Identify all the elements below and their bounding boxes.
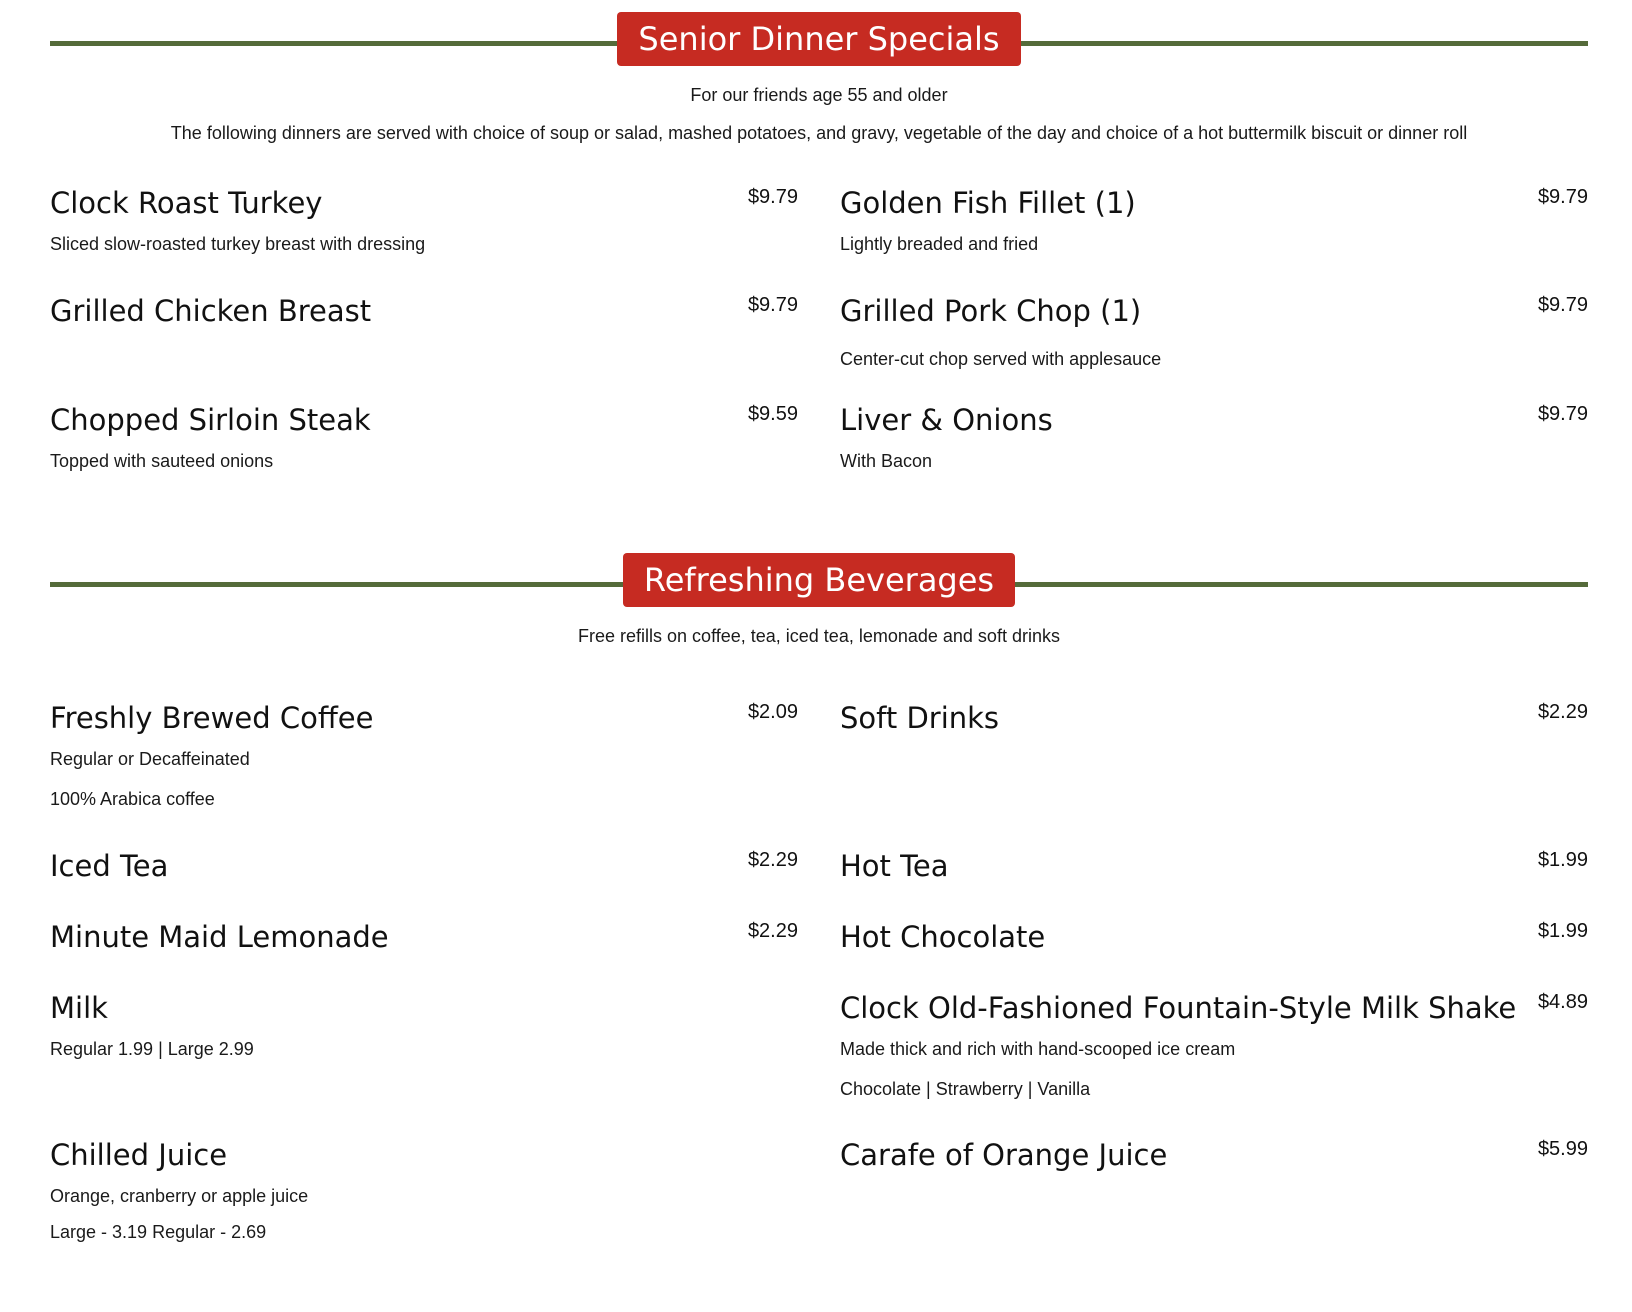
menu-item: [50, 914, 798, 960]
menu-item-name: Chilled Juice: [50, 1138, 228, 1172]
menu-item-price: $1.99: [1537, 920, 1588, 942]
menu-item-description: Large - 3.19 Regular - 2.69: [50, 1222, 267, 1242]
menu-item-price: $9.59: [747, 403, 798, 425]
menu-item: [50, 843, 798, 889]
menu-item: [840, 914, 1588, 960]
menu-item-name: Hot Chocolate: [840, 920, 1046, 954]
dinner-section: [50, 12, 1588, 471]
menu-item-price: $4.89: [1537, 991, 1588, 1013]
menu-item-name: Grilled Pork Chop (1): [840, 294, 1142, 328]
dinner-section-title: Senior Dinner Specials: [617, 12, 1020, 66]
menu-item-name: Freshly Brewed Coffee: [50, 701, 374, 735]
menu-item-name: Grilled Chicken Breast: [50, 294, 372, 328]
menu-item: [50, 397, 798, 473]
menu-item-name: Carafe of Orange Juice: [840, 1138, 1168, 1172]
menu-item-price: $9.79: [1537, 294, 1588, 316]
menu-item-price: $9.79: [747, 186, 798, 208]
menu-item-price: $1.99: [1537, 849, 1588, 871]
menu-item-description: Lightly breaded and fried: [840, 234, 1039, 254]
menu-item-price: $5.99: [1537, 1138, 1588, 1160]
menu-item-description: Topped with sauteed onions: [50, 451, 274, 471]
menu-item: [50, 695, 798, 811]
menu-item-description: Chocolate | Strawberry | Vanilla: [840, 1079, 1091, 1099]
menu-item-description: Center-cut chop served with applesauce: [840, 349, 1162, 369]
menu-item-price: $9.79: [747, 294, 798, 316]
beverages-section-header: [50, 553, 1588, 609]
beverages-section-title: Refreshing Beverages: [623, 553, 1015, 607]
menu-item-name: Golden Fish Fillet (1): [840, 186, 1136, 220]
menu-item-name: Iced Tea: [50, 849, 169, 883]
menu-item: [50, 1132, 798, 1244]
menu-item-price: $2.09: [747, 701, 798, 723]
menu-item-name: Hot Tea: [840, 849, 949, 883]
menu-item: [840, 695, 1588, 741]
menu-item: [840, 1132, 1588, 1178]
beverages-note-refills: Free refills on coffee, tea, iced tea, lemonade and soft drinks: [578, 626, 1060, 646]
menu-item-price: $9.79: [1537, 403, 1588, 425]
menu-item-description: Regular 1.99 | Large 2.99: [50, 1039, 254, 1059]
menu-item: [840, 985, 1588, 1101]
menu-item-price: $9.79: [1537, 186, 1588, 208]
menu-item-description: Orange, cranberry or apple juice: [50, 1186, 309, 1206]
dinner-note-age: For our friends age 55 and older: [690, 85, 948, 105]
menu-item: [50, 288, 798, 334]
menu-item: [50, 985, 798, 1061]
menu-item: [840, 397, 1588, 473]
menu-item-description: Regular or Decaffeinated: [50, 749, 250, 769]
menu-item-price: $2.29: [747, 849, 798, 871]
menu-item-name: Milk: [50, 991, 108, 1025]
beverages-section: [50, 553, 1588, 1242]
menu-item-name: Clock Old-Fashioned Fountain-Style Milk Shake: [840, 991, 1517, 1025]
menu-item: [840, 180, 1588, 256]
menu-item-name: Clock Roast Turkey: [50, 186, 323, 220]
menu-item-price: $2.29: [747, 920, 798, 942]
dinner-section-header: [50, 12, 1588, 68]
menu-item: [50, 180, 798, 256]
menu-item-price: $2.29: [1537, 701, 1588, 723]
menu-item-name: Chopped Sirloin Steak: [50, 403, 371, 437]
menu-item: [840, 288, 1588, 371]
menu-item-name: Soft Drinks: [840, 701, 1000, 735]
menu-item-name: Minute Maid Lemonade: [50, 920, 389, 954]
menu-item-name: Liver & Onions: [840, 403, 1053, 437]
menu-item-description: Made thick and rich with hand-scooped ice cream: [840, 1039, 1236, 1059]
menu-item-description: With Bacon: [840, 451, 933, 471]
menu-item-description: Sliced slow-roasted turkey breast with dressing: [50, 234, 426, 254]
menu-item-description: 100% Arabica coffee: [50, 789, 215, 809]
dinner-note-served-with: The following dinners are served with choice of soup or salad, mashed potatoes, and gravy, vegetable of the day and choice of a hot buttermilk biscuit or dinner roll: [170, 123, 1468, 143]
menu-item: [840, 843, 1588, 889]
